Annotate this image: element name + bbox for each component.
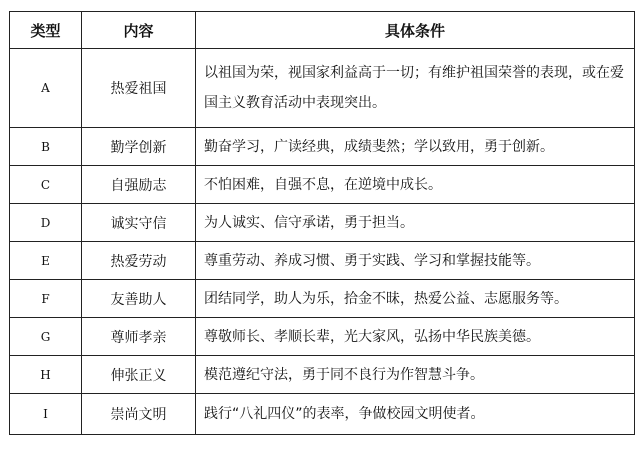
header-content: 内容 — [82, 12, 196, 49]
table-row — [10, 280, 635, 318]
type-cell: D — [10, 204, 82, 242]
type-cell: C — [10, 166, 82, 204]
content-cell: 诚实守信 — [82, 204, 196, 242]
header-type: 类型 — [10, 12, 82, 49]
conditions-cell: 尊重劳动、养成习惯、勇于实践、学习和掌握技能等。 — [196, 242, 635, 280]
content-cell: 崇尚文明 — [82, 394, 196, 435]
table-row — [10, 128, 635, 166]
table-row — [10, 242, 635, 280]
conditions-cell: 为人诚实、信守承诺，勇于担当。 — [196, 204, 635, 242]
table-row — [10, 49, 635, 128]
header-conditions: 具体条件 — [196, 12, 635, 49]
table-row — [10, 394, 635, 435]
header-row — [10, 12, 635, 49]
conditions-cell: 以祖国为荣，视国家利益高于一切；有维护祖国荣誉的表现，或在爱国主义教育活动中表现突出。 — [196, 49, 635, 128]
criteria-table — [9, 11, 635, 435]
content-cell: 勤学创新 — [82, 128, 196, 166]
type-cell: B — [10, 128, 82, 166]
table-row — [10, 204, 635, 242]
type-cell: I — [10, 394, 82, 435]
content-cell: 伸张正义 — [82, 356, 196, 394]
content-cell: 自强励志 — [82, 166, 196, 204]
conditions-cell: 不怕困难，自强不息，在逆境中成长。 — [196, 166, 635, 204]
conditions-cell: 勤奋学习，广读经典，成绩斐然；学以致用，勇于创新。 — [196, 128, 635, 166]
content-cell: 热爱劳动 — [82, 242, 196, 280]
conditions-cell: 尊敬师长、孝顺长辈，光大家风，弘扬中华民族美德。 — [196, 318, 635, 356]
type-cell: H — [10, 356, 82, 394]
content-cell: 热爱祖国 — [82, 49, 196, 128]
content-cell: 友善助人 — [82, 280, 196, 318]
table-row — [10, 356, 635, 394]
type-cell: F — [10, 280, 82, 318]
type-cell: E — [10, 242, 82, 280]
content-cell: 尊师孝亲 — [82, 318, 196, 356]
type-cell: A — [10, 49, 82, 128]
table-row — [10, 166, 635, 204]
table-row — [10, 318, 635, 356]
type-cell: G — [10, 318, 82, 356]
conditions-cell: 践行“八礼四仪”的表率，争做校园文明使者。 — [196, 394, 635, 435]
conditions-cell: 模范遵纪守法，勇于同不良行为作智慧斗争。 — [196, 356, 635, 394]
conditions-cell: 团结同学，助人为乐，拾金不昧，热爱公益、志愿服务等。 — [196, 280, 635, 318]
